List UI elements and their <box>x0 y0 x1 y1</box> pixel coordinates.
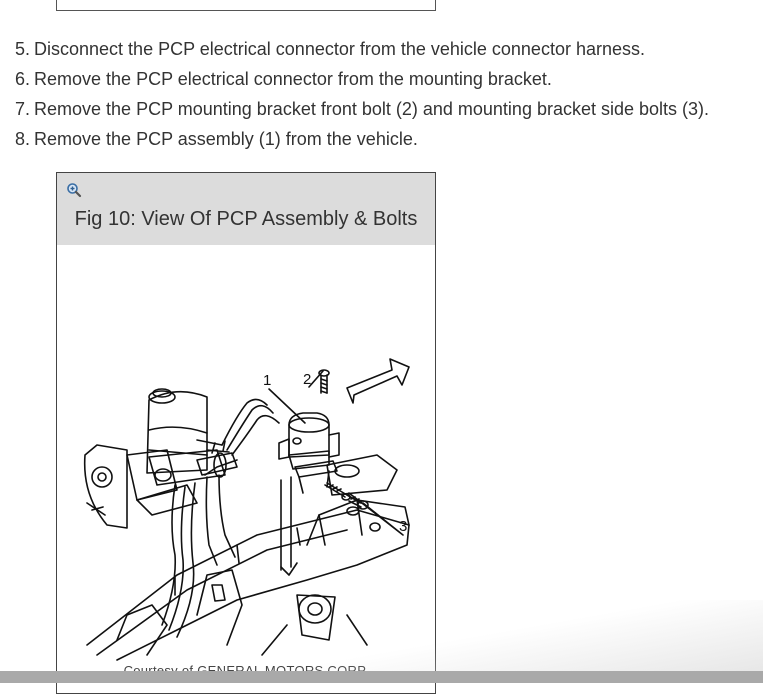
procedure-steps <box>15 34 709 154</box>
figure-header <box>57 173 435 245</box>
step-8: 8. Remove the PCP assembly (1) from the vehicle. <box>15 129 418 149</box>
figure-title: Fig 10: View Of PCP Assembly & Bolts <box>74 208 418 230</box>
figure-panel <box>56 172 436 694</box>
step-5: 5. Disconnect the PCP electrical connector from the vehicle connector harness. <box>15 39 645 59</box>
zoom-in-icon[interactable] <box>66 182 82 198</box>
callout-2: 2 <box>303 371 312 388</box>
horizontal-scrollbar[interactable] <box>0 671 763 683</box>
callout-3: 3 <box>399 518 408 535</box>
pcp-assembly-diagram <box>57 245 435 665</box>
callout-1: 1 <box>263 372 272 389</box>
step-7: 7. Remove the PCP mounting bracket front bolt (2) and mounting bracket side bolts (3). <box>15 99 710 119</box>
previous-figure-frame <box>56 0 436 11</box>
step-6: 6. Remove the PCP electrical connector from the mounting bracket. <box>15 69 552 89</box>
